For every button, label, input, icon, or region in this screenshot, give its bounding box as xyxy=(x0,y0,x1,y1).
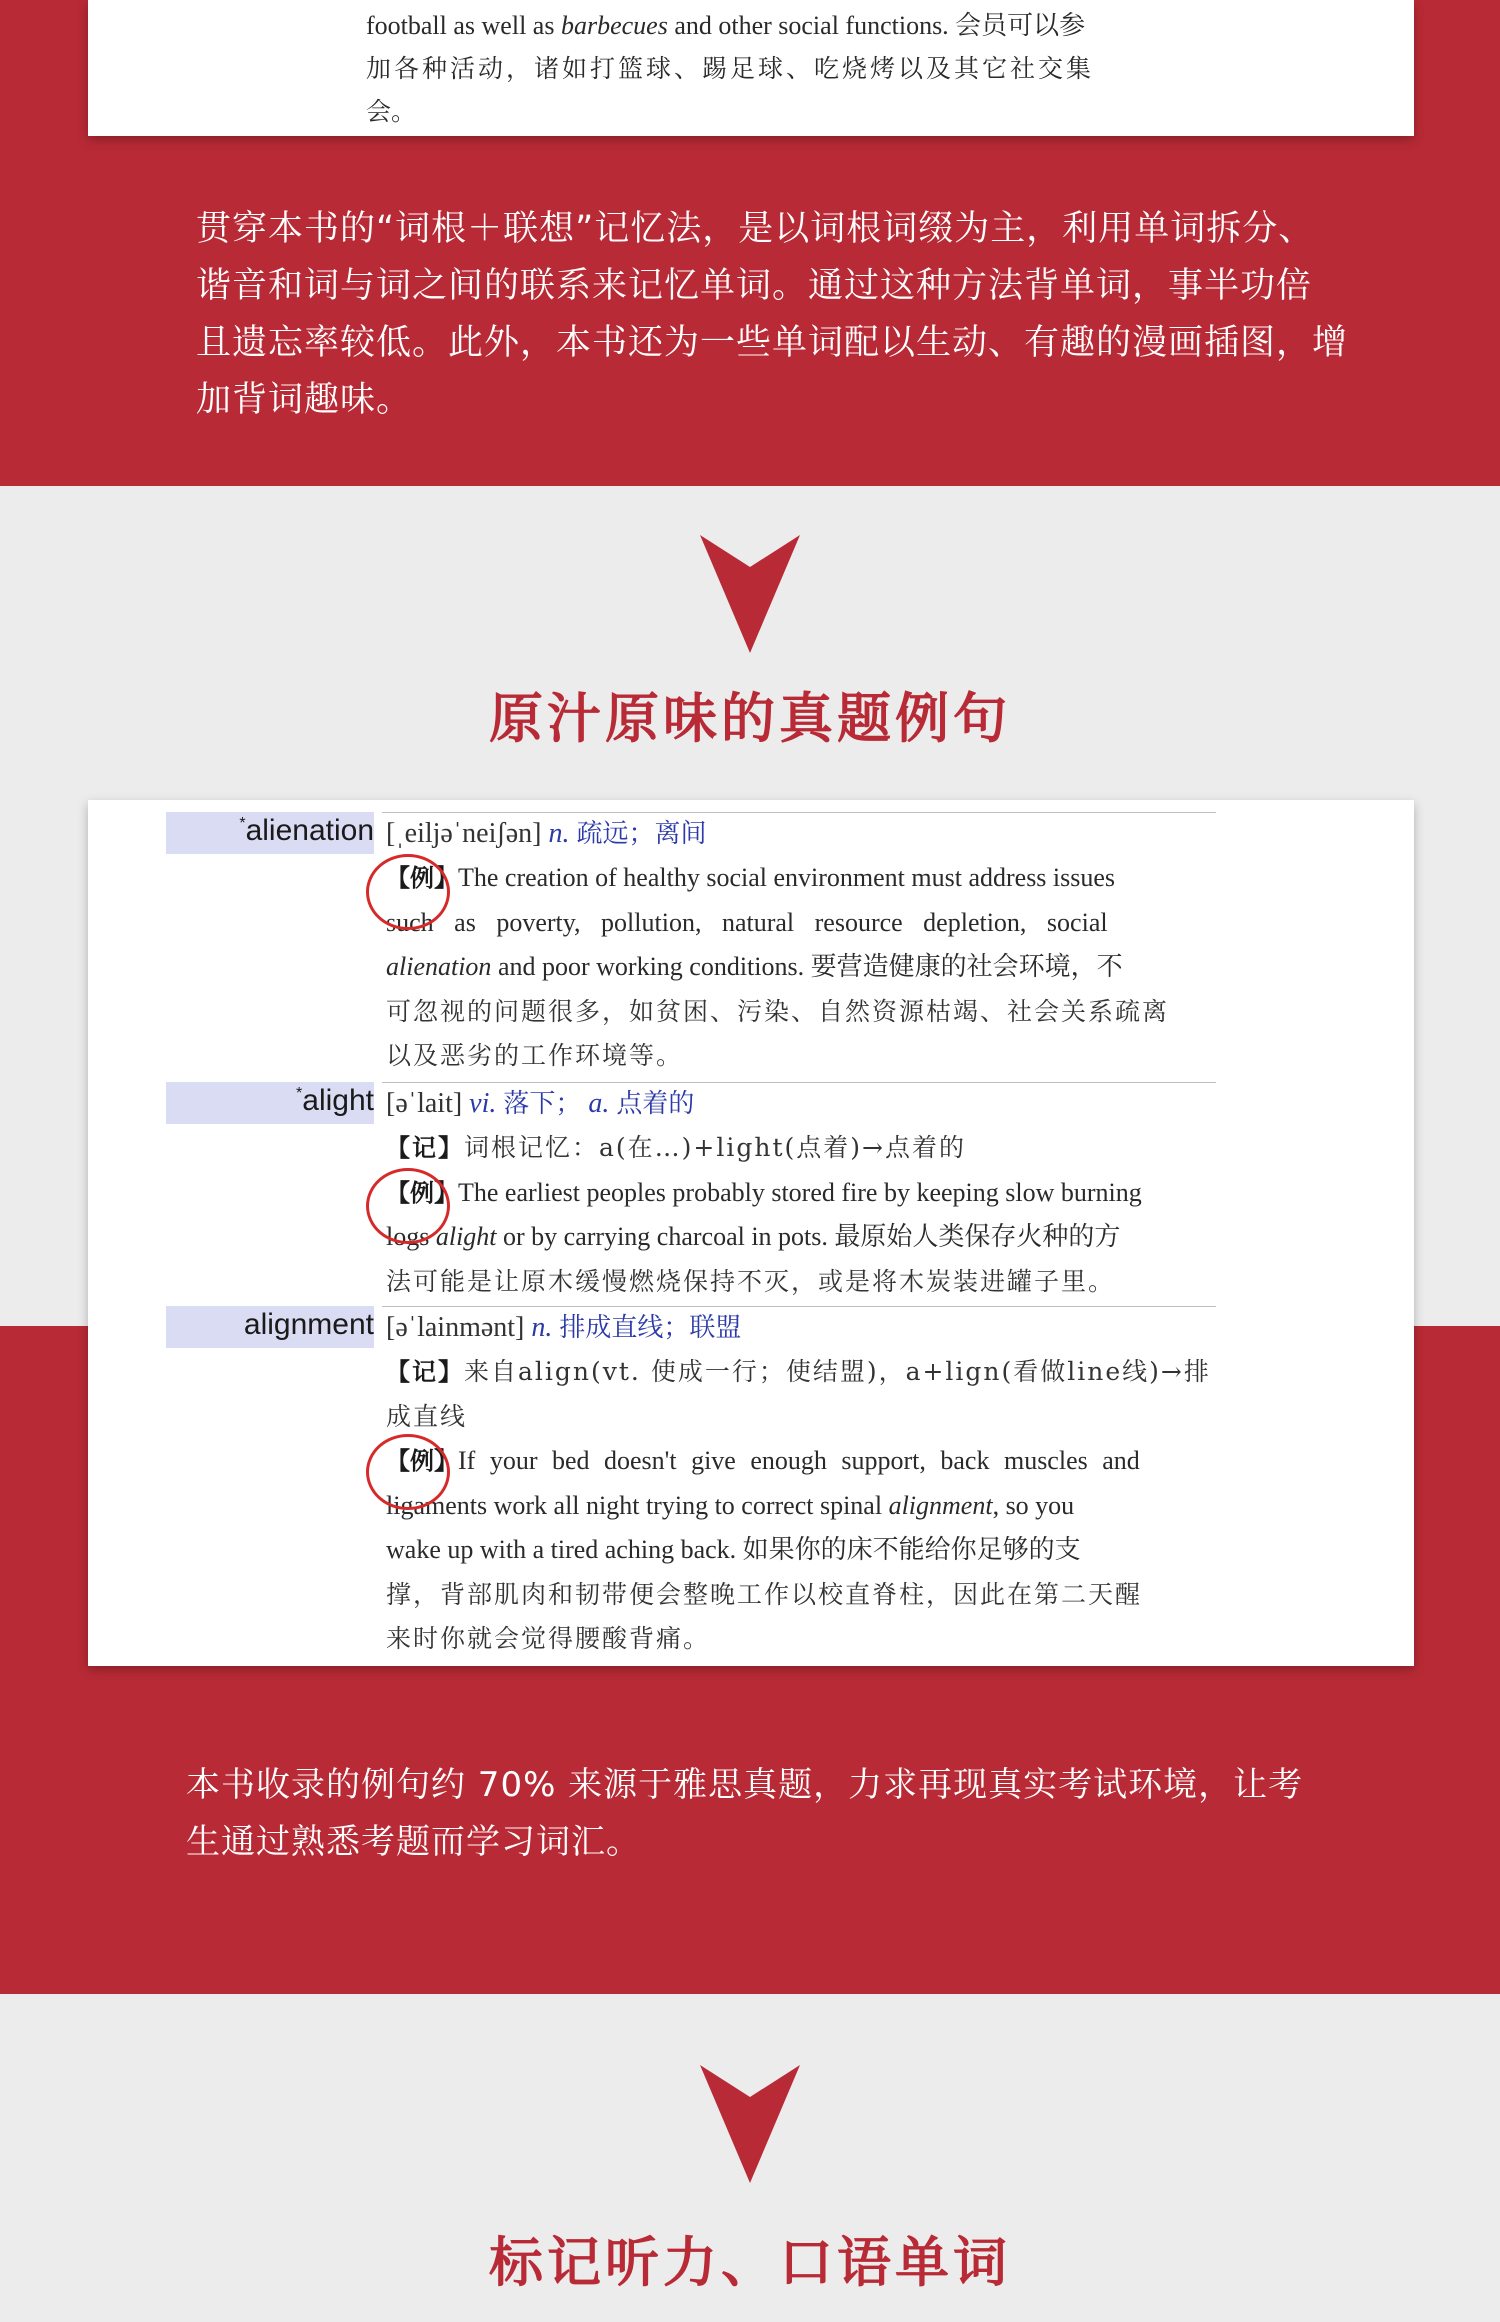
example-line: wake up with a tired aching back. 如果你的床不能给你足够的支 xyxy=(386,1535,1081,1564)
arrow-down-icon xyxy=(700,2065,800,2183)
headword: alight xyxy=(302,1084,374,1117)
card-line-1: football as well as barbecues and other social functions. 会员可以参 xyxy=(366,11,1086,40)
section-title-example-sentences: 原汁原味的真题例句 xyxy=(489,687,1011,750)
headword-highlight xyxy=(166,1306,374,1348)
headword-highlight: *alienation xyxy=(166,812,374,854)
example-tag-circle xyxy=(366,1434,450,1510)
example-line: 来时你就会觉得腰酸背痛。 xyxy=(386,1624,711,1653)
example-line: 撑，背部肌肉和韧带便会整晚工作以校直脊柱，因此在第二天醒 xyxy=(386,1579,1143,1609)
example-line: 以及恶劣的工作环境等。 xyxy=(386,1041,684,1070)
pronunciation-line: [əˈlait] vi. 落下； a. 点着的 xyxy=(386,1088,695,1119)
section-title-listening-speaking: 标记听力、口语单词 xyxy=(489,2231,1011,2294)
memory-line: 【记】来自align(vt. 使成一行；使结盟)，a+lign(看做line线)→排 xyxy=(386,1357,1211,1386)
headword-highlight: *alight xyxy=(166,1082,374,1124)
arrow-down-icon xyxy=(700,535,800,653)
example-line: 【例】The creation of healthy social environment must address issues xyxy=(386,863,1116,892)
memory-line: 【记】词根记忆：a(在…)+light(点着)→点着的 xyxy=(386,1133,966,1162)
pronunciation-line: [əˈlainmənt] n. 排成直线；联盟 xyxy=(386,1312,742,1343)
example-tag-circle xyxy=(366,854,450,930)
card-line-2: 加各种活动，诸如打篮球、踢足球、吃烧烤以及其它社交集 xyxy=(366,54,1095,83)
dictionary-excerpt-card xyxy=(88,800,1414,1666)
example-card-top xyxy=(88,0,1414,136)
example-tag-circle xyxy=(366,1168,450,1244)
headword: alignment xyxy=(243,1308,374,1341)
example-line: 【例】If your bed doesn't give enough support, back muscles and xyxy=(386,1446,1140,1475)
example-line: 【例】The earliest peoples probably stored fire by keeping slow burning xyxy=(386,1177,1142,1207)
example-line: 法可能是让原木缓慢燃烧保持不灭，或是将木炭装进罐子里。 xyxy=(386,1266,1116,1296)
memory-line: 成直线 xyxy=(386,1401,468,1431)
example-line: ligaments work all night trying to correct spinal alignment, so you xyxy=(386,1490,1075,1520)
example-line: such as poverty, pollution, natural resource depletion, social xyxy=(386,907,1108,937)
headword: alienation xyxy=(245,814,374,847)
pronunciation-line: [ˌeiljəˈneiʃən] n. 疏远；离间 xyxy=(386,818,707,849)
example-line: alienation and poor working conditions. 要营造健康的社会环境，不 xyxy=(386,952,1123,981)
card-line-3: 会。 xyxy=(366,97,417,126)
example-line: logs alight or by carrying charcoal in pots. 最原始人类保存火种的方 xyxy=(386,1222,1121,1251)
example-line: 可忽视的问题很多，如贫困、污染、自然资源枯竭、社会关系疏离 xyxy=(386,996,1170,1026)
